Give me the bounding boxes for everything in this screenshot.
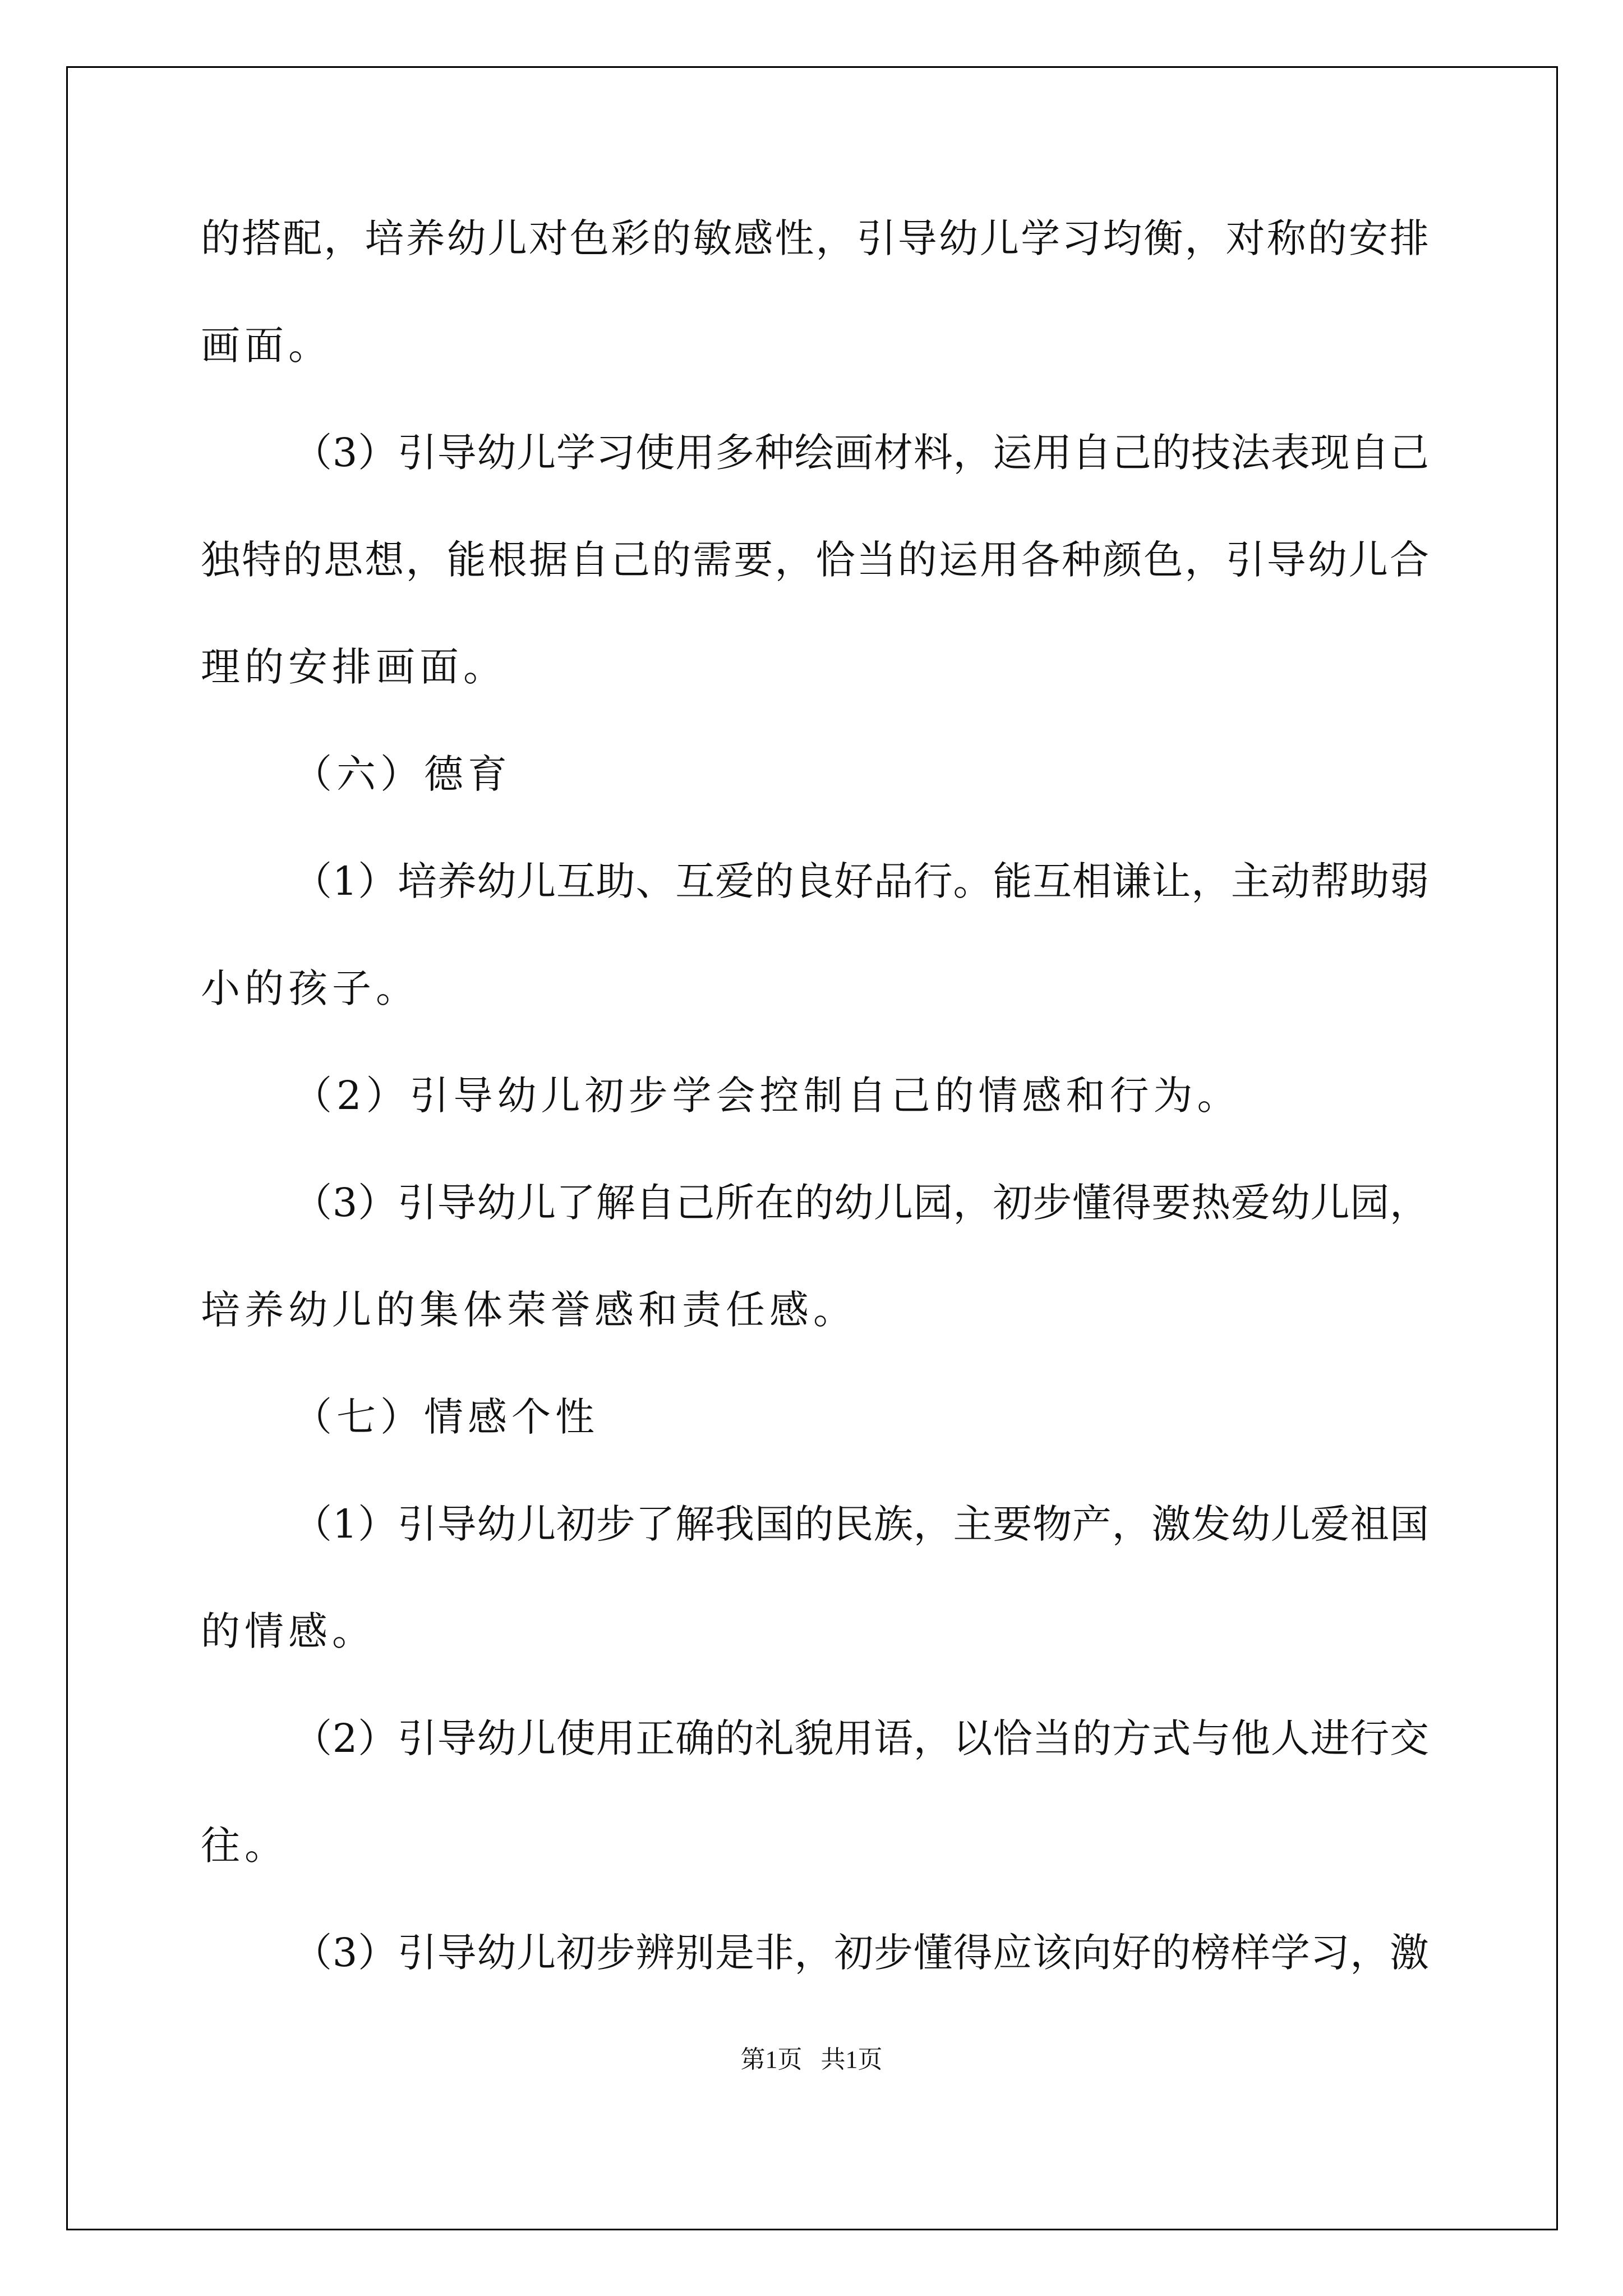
- text-line: 理的安排画面。: [201, 644, 507, 690]
- text-line: 往。: [201, 1823, 288, 1869]
- text-line: （3）引导幼儿学习使用多种绘画材料，运用自己的技法表现自己: [293, 430, 1429, 476]
- text-line: 的搭配，培养幼儿对色彩的敏感性，引导幼儿学习均衡，对称的安排: [201, 215, 1429, 261]
- text-line: 独特的思想，能根据自己的需要，恰当的运用各种颜色，引导幼儿合: [201, 537, 1429, 583]
- text-line: （1）引导幼儿初步了解我国的民族，主要物产，激发幼儿爱祖国: [293, 1501, 1429, 1547]
- text-line: （3）引导幼儿初步辨别是非，初步懂得应该向好的榜样学习，激: [293, 1930, 1429, 1976]
- text-line: 画面。: [201, 323, 332, 369]
- text-line: 培养幼儿的集体荣誉感和责任感。: [201, 1287, 857, 1333]
- text-line: 的情感。: [201, 1608, 376, 1654]
- page-total: 共1页: [820, 2046, 883, 2073]
- text-line: 小的孩子。: [201, 965, 419, 1011]
- page-border: [66, 66, 1558, 2230]
- section-heading: （七）情感个性: [293, 1394, 599, 1440]
- page-footer: [0, 2046, 1623, 2073]
- text-line: （2）引导幼儿使用正确的礼貌用语，以恰当的方式与他人进行交: [293, 1715, 1429, 1761]
- text-line: （2）引导幼儿初步学会控制自己的情感和行为。: [293, 1073, 1241, 1119]
- section-heading: （六）德育: [293, 751, 511, 797]
- text-line: （3）引导幼儿了解自己所在的幼儿园，初步懂得要热爱幼儿园，: [293, 1180, 1429, 1226]
- page-number: 第1页: [740, 2046, 803, 2073]
- text-line: （1）培养幼儿互助、互爱的良好品行。能互相谦让，主动帮助弱: [293, 858, 1429, 904]
